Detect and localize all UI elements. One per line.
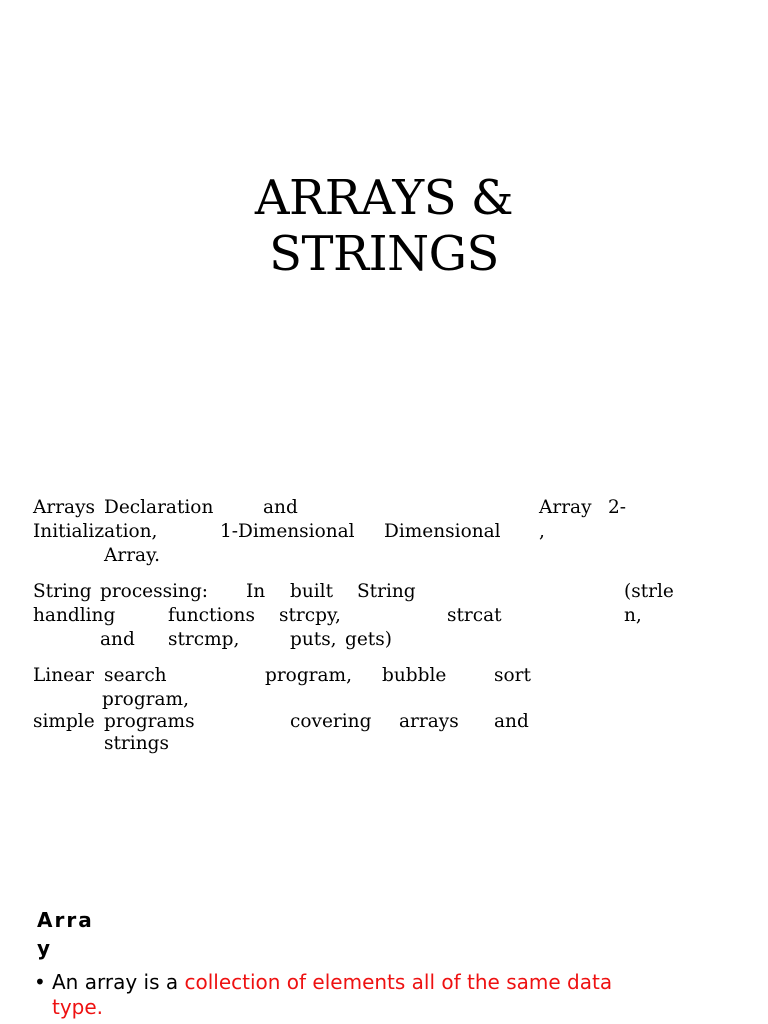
syllabus-cell: program, [102, 689, 189, 710]
bullet-text [52, 970, 654, 1020]
syllabus-cell: and [263, 497, 298, 518]
page-title [0, 170, 768, 282]
syllabus-cell: 1-Dimensional [220, 521, 355, 542]
syllabus-cell: Declaration [104, 497, 214, 518]
bullet-text-plain: An array is a [52, 970, 185, 994]
bullet-dot-icon: • [34, 970, 46, 994]
syllabus-cell: Arrays [33, 497, 96, 518]
syllabus-cell: 2- [608, 497, 627, 518]
syllabus-cell: Initialization, [33, 521, 158, 542]
syllabus-cell: bubble [382, 665, 447, 686]
syllabus-cell: gets) [345, 629, 392, 650]
syllabus-cell: and [494, 711, 529, 732]
title-line-2: STRINGS [269, 226, 499, 282]
syllabus-cell: handling [33, 605, 116, 626]
syllabus-cell: strings [104, 733, 169, 754]
syllabus-cell: Array [539, 497, 592, 518]
section-heading [37, 906, 94, 962]
section-heading-line-2: y [37, 936, 53, 960]
syllabus-cell: sort [494, 665, 531, 686]
syllabus-cell: , [539, 521, 545, 542]
bullet-text-highlight: collection of elements all of the same data type. [52, 970, 613, 1019]
syllabus-cell: String [33, 581, 92, 602]
syllabus-cell: Dimensional [384, 521, 501, 542]
syllabus-cell: In [246, 581, 266, 602]
syllabus-cell: simple [33, 711, 95, 732]
syllabus-cell: processing: [100, 581, 209, 602]
syllabus-cell: and [100, 629, 135, 650]
syllabus-cell: Linear [33, 665, 94, 686]
syllabus-cell: Array. [104, 545, 160, 566]
syllabus-cell: strcpy, [279, 605, 341, 626]
syllabus-cell: program, [265, 665, 352, 686]
syllabus-cell: search [104, 665, 167, 686]
syllabus-cell: covering [290, 711, 372, 732]
bullet-item [34, 970, 654, 1020]
syllabus-cell: strcmp, [168, 629, 240, 650]
syllabus-cell: strcat [447, 605, 502, 626]
syllabus-cell: puts, [290, 629, 337, 650]
syllabus-cell: programs [104, 711, 195, 732]
syllabus-cell: (strle [624, 581, 674, 602]
syllabus-cell: n, [624, 605, 642, 626]
section-heading-line-1: Arra [37, 908, 94, 932]
syllabus-cell: built [290, 581, 334, 602]
syllabus-cell: arrays [399, 711, 459, 732]
syllabus-cell: String [357, 581, 416, 602]
title-line-1: ARRAYS & [254, 170, 514, 226]
syllabus-cell: functions [168, 605, 255, 626]
